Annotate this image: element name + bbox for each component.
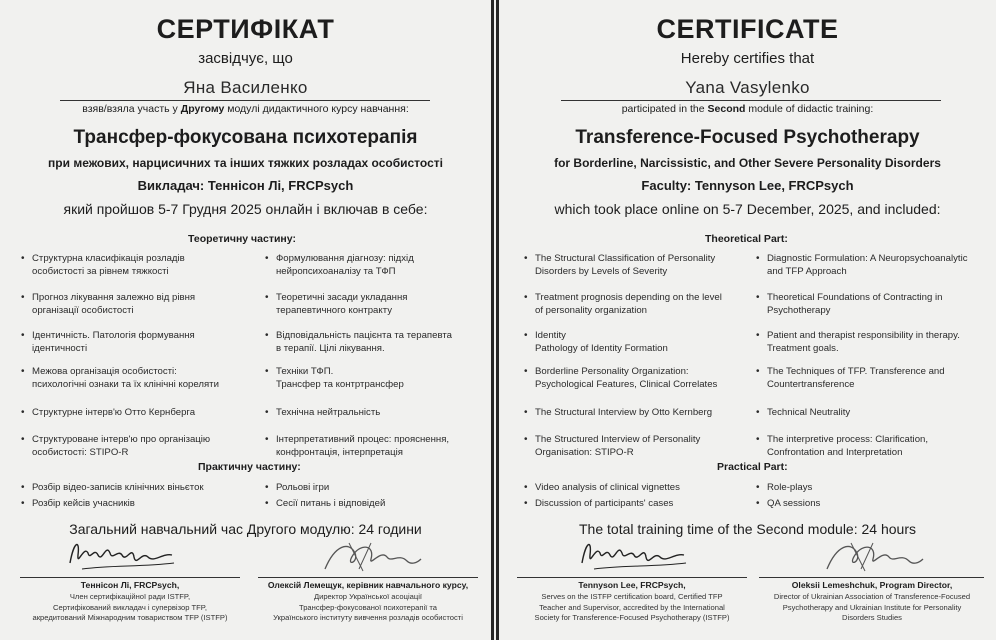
signature-line xyxy=(20,577,240,578)
list-item: • Identity Pathology of Identity Formation xyxy=(535,329,745,355)
certificate-title: СЕРТИФІКАТ xyxy=(156,14,335,44)
signatory-1-name: Tennyson Lee, FRCPsych, xyxy=(578,580,686,590)
recipient-name: Яна Василенко xyxy=(183,78,308,97)
signature-line xyxy=(258,577,478,578)
list-item: • The Structural Interview by Otto Kernberg xyxy=(535,406,745,419)
signature-icon xyxy=(62,533,182,575)
signatory-2-description: Director of Ukrainian Association of Transference-Focused Psychotherapy and Ukrainian Institute for Personality Disorders Studies xyxy=(773,592,971,622)
list-item: • Структурне інтерв'ю Отто Кернберга xyxy=(32,406,242,419)
course-title: Transference-Focused Psychotherapy xyxy=(575,127,920,148)
signature-line xyxy=(759,577,984,578)
list-item: • Структурна класифікація розладів особистості за рівнем тяжкості xyxy=(32,252,242,278)
list-item: • Сесії питань і відповідей xyxy=(276,497,476,510)
list-item: • Theoretical Foundations of Contracting in Psychotherapy xyxy=(767,291,989,317)
participated-text: взяв/взяла участь у Другому модулі дидактичного курсу навчання: xyxy=(82,103,409,115)
list-item: • Treatment prognosis depending on the level of personality organization xyxy=(535,291,745,317)
took-place-text: який пройшов 5-7 Грудня 2025 онлайн і включав в себе: xyxy=(63,201,428,217)
list-item: • Role-plays xyxy=(767,481,967,494)
theoretical-part-title: Theoretical Part: xyxy=(705,233,788,245)
name-underline xyxy=(561,100,941,101)
panel-divider xyxy=(491,0,499,640)
list-item: • Інтерпретативний процес: прояснення, конфронтація, інтерпретація xyxy=(276,433,486,459)
signatory-2-description: Директор Української асоціації Трансфер-фокусованої психотерапії та Українського інституту вивчення розладів особистості xyxy=(273,592,463,622)
signatory-1-description: Член сертифікаційної ради ISTFP, Сертифікований викладач і супервізор TFP, акредитований Міжнародним товариством TFP (ISTFP) xyxy=(32,592,228,622)
signatory-2-name: Oleksii Lemeshchuk, Program Director, xyxy=(791,580,953,590)
participated-text: participated in the Second module of didactic training: xyxy=(621,103,874,115)
name-underline xyxy=(60,100,430,101)
signatory-2-name: Олексій Лемещук, керівник навчального курсу, xyxy=(267,580,469,590)
course-title: Трансфер-фокусована психотерапія xyxy=(73,127,418,148)
list-item: • Ідентичність. Патологія формування ідентичності xyxy=(32,329,242,355)
signature-icon xyxy=(817,535,927,577)
faculty: Faculty: Tennyson Lee, FRCPsych xyxy=(641,178,854,193)
list-item: • Discussion of participants' cases xyxy=(535,497,755,510)
signature-icon xyxy=(574,533,694,575)
list-item: • The Techniques of TFP. Transference and Countertransference xyxy=(767,365,989,391)
certificate-en xyxy=(499,0,996,640)
list-item: • Технічна нейтральність xyxy=(276,406,481,419)
theoretical-part-title: Теоретичну частину: xyxy=(188,233,296,245)
list-item: • The interpretive process: Clarification, Confrontation and Interpretation xyxy=(767,433,989,459)
list-item: • Відповідальність пацієнта та терапевта в терапії. Цілі лікування. xyxy=(276,329,481,355)
course-subtitle: for Borderline, Narcissistic, and Other Severe Personality Disorders xyxy=(554,156,941,170)
list-item: • QA sessions xyxy=(767,497,967,510)
signatory-1-description: Serves on the ISTFP certification board, Certified TFP Teacher and Supervisor, accredited by the International Society for Transference-Focused Psychotherapy (ISTFP) xyxy=(534,592,730,622)
signature-line xyxy=(517,577,747,578)
list-item: • Теоретичні засади укладання терапевтичного контракту xyxy=(276,291,481,317)
list-item: • The Structural Classification of Personality Disorders by Levels of Severity xyxy=(535,252,745,278)
total-time: Загальний навчальний час Другого модулю: 24 години xyxy=(69,521,422,537)
list-item: • Diagnostic Formulation: A Neuropsychoanalytic and TFP Approach xyxy=(767,252,989,278)
list-item: • Patient and therapist responsibility in therapy. Treatment goals. xyxy=(767,329,989,355)
list-item: • Рольові ігри xyxy=(276,481,476,494)
list-item: • Техніки ТФП. Трансфер та контртрансфер xyxy=(276,365,481,391)
practical-part-title: Практичну частину: xyxy=(198,461,301,473)
certificate-uk xyxy=(0,0,491,640)
certificate-title: CERTIFICATE xyxy=(656,14,839,44)
signature-icon xyxy=(315,535,425,577)
list-item: • The Structured Interview of Personality Organisation: STIPO-R xyxy=(535,433,745,459)
certifies-text: Hereby certifies that xyxy=(680,50,815,67)
list-item: • Структуроване інтерв'ю про організацію особистості: STIPO-R xyxy=(32,433,242,459)
list-item: • Technical Neutrality xyxy=(767,406,989,419)
signatory-1-name: Теннісон Лі, FRCPsych, xyxy=(80,580,180,590)
list-item: • Borderline Personality Organization: Psychological Features, Clinical Correlates xyxy=(535,365,750,391)
recipient-name: Yana Vasylenko xyxy=(685,78,810,97)
list-item: • Розбір відео-записів клінічних віньєток xyxy=(32,481,252,494)
list-item: • Розбір кейсів учасників xyxy=(32,497,252,510)
practical-part-title: Practical Part: xyxy=(717,461,788,473)
faculty: Викладач: Теннісон Лі, FRCPsych xyxy=(137,178,354,193)
list-item: • Video analysis of clinical vignettes xyxy=(535,481,755,494)
list-item: • Формулювання діагнозу: підхід нейропсихоаналізу та ТФП xyxy=(276,252,481,278)
total-time: The total training time of the Second module: 24 hours xyxy=(579,521,916,537)
list-item: • Межова організація особистості: психологічні ознаки та їх клінічні кореляти xyxy=(32,365,247,391)
took-place-text: which took place online on 5-7 December, 2025, and included: xyxy=(554,201,941,217)
course-subtitle: при межових, нарцисичних та інших тяжких розладах особистості xyxy=(48,156,443,170)
certifies-text: засвідчує, що xyxy=(198,50,293,67)
list-item: • Прогноз лікування залежно від рівня організації особистості xyxy=(32,291,242,317)
